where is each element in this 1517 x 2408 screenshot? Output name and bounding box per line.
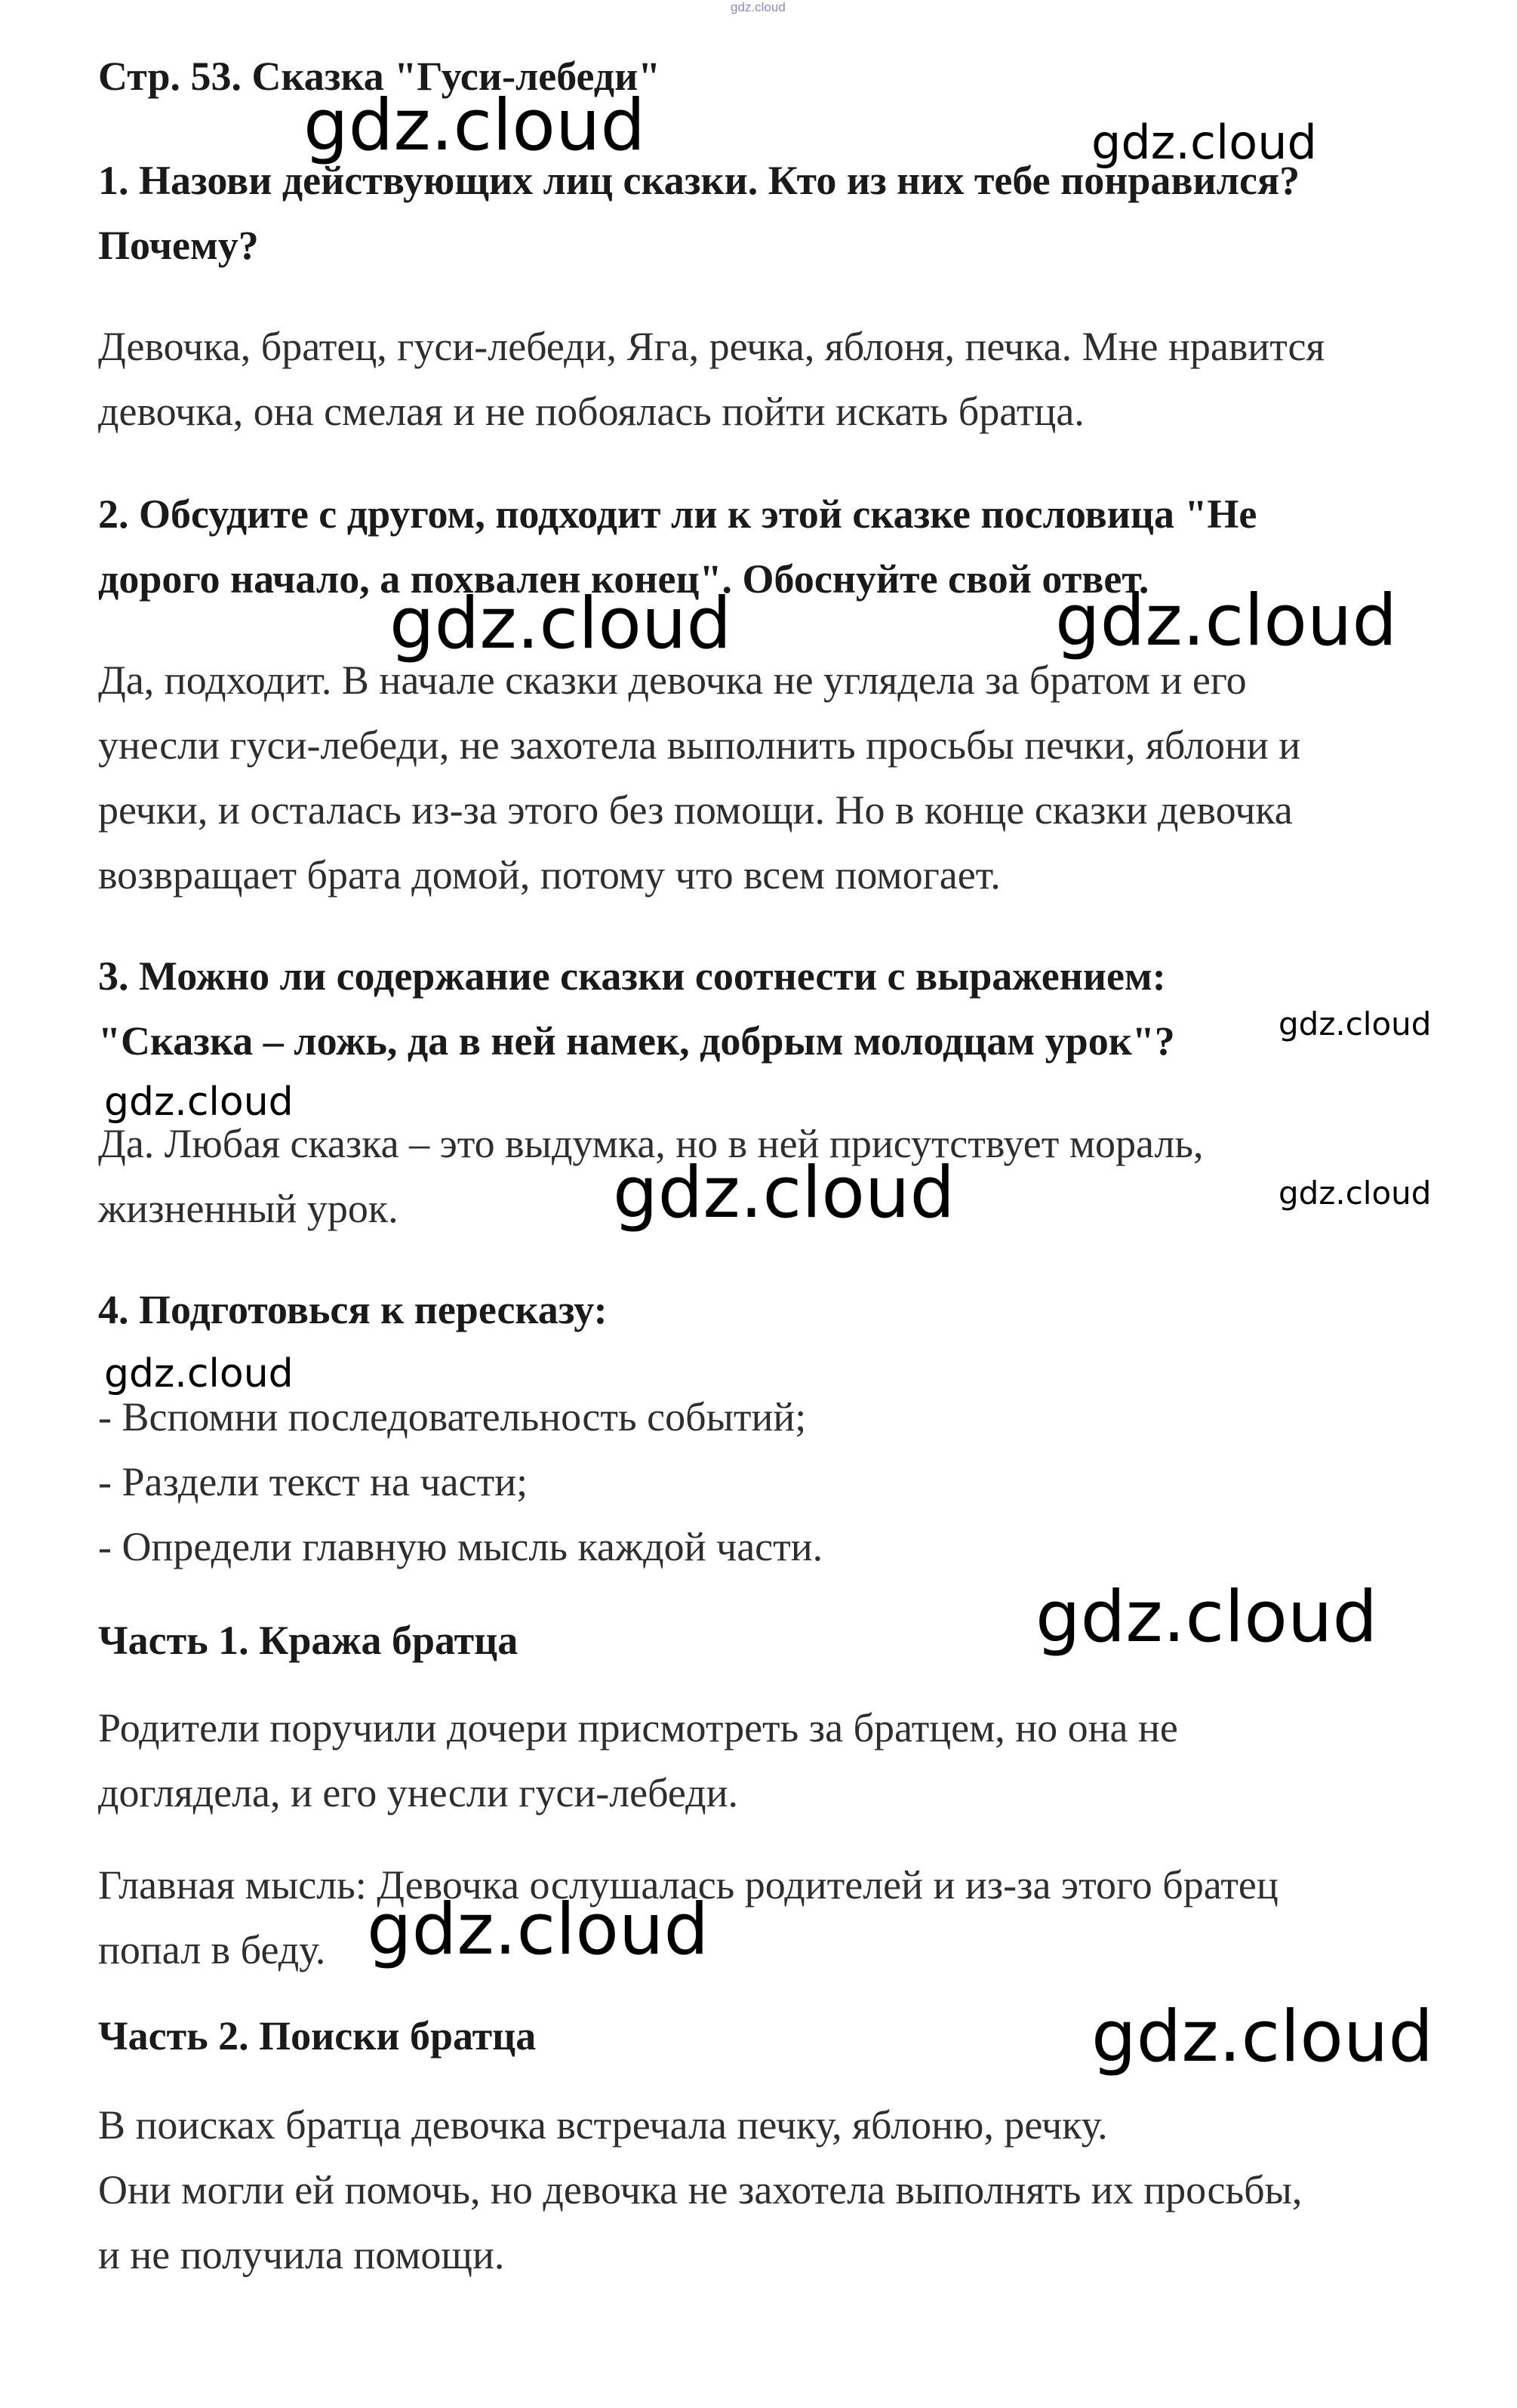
list-item: - Определи главную мысль каждой части. (98, 1524, 823, 1569)
part-2-title: Часть 2. Поиски братца (98, 2013, 537, 2059)
answer-1-line-2: девочка, она смелая и не побоялась пойти искать братца. (98, 389, 1085, 434)
watermark: gdz.cloud (389, 583, 732, 665)
answer-2-line-2: унесли гуси-лебеди, не захотела выполнить просьбы печки, яблони и (98, 722, 1301, 768)
top-watermark: gdz.cloud (731, 0, 786, 14)
part-1-title: Часть 1. Кража братца (98, 1618, 518, 1663)
question-2-line-1: 2. Обсудите с другом, подходит ли к этой сказке пословица "Не (98, 491, 1257, 537)
list-item: - Вспомни последовательность событий; (98, 1394, 807, 1440)
question-3-line-1: 3. Можно ли содержание сказки соотнести с выражением: (98, 953, 1166, 999)
watermark: gdz.cloud (104, 1079, 294, 1125)
watermark: gdz.cloud (104, 1351, 294, 1396)
answer-2-line-4: возвращает брата домой, потому что всем помогает. (98, 852, 1001, 898)
question-3-line-2: "Сказка – ложь, да в ней намек, добрым молодцам урок"? (98, 1018, 1175, 1064)
part-1-main-idea-line-2: попал в беду. (98, 1927, 326, 1972)
page-title: Стр. 53. Сказка "Гуси-лебеди" (98, 54, 661, 99)
part-2-text-line-2: Они могли ей помочь, но девочка не захотела выполнять их просьбы, (98, 2167, 1303, 2212)
watermark: gdz.cloud (1279, 1005, 1432, 1042)
answer-1-line-1: Девочка, братец, гуси-лебеди, Яга, речка, яблоня, печка. Мне нравится (98, 324, 1325, 369)
part-1-text-line-2: доглядела, и его унесли гуси-лебеди. (98, 1770, 739, 1815)
part-1-main-idea-line-1: Главная мысль: Девочка ослушалась родителей и из-за этого братец (98, 1862, 1279, 1908)
question-2-line-2: дорого начало, а похвален конец". Обоснуйте свой ответ. (98, 556, 1149, 602)
watermark: gdz.cloud (1279, 1175, 1432, 1212)
answer-2-line-1: Да, подходит. В начале сказки девочка не углядела за братом и его (98, 657, 1247, 703)
answer-3-line-2: жизненный урок. (98, 1186, 398, 1231)
watermark: gdz.cloud (1055, 580, 1398, 662)
question-1-line-1: 1. Назови действующих лиц сказки. Кто из них тебе понравился? (98, 158, 1300, 203)
answer-2-line-3: речки, и осталась из-за этого без помощи. Но в конце сказки девочка (98, 787, 1293, 833)
watermark: gdz.cloud (1035, 1576, 1378, 1658)
part-2-text-line-3: и не получила помощи. (98, 2232, 505, 2277)
answer-3-line-1: Да. Любая сказка – это выдумка, но в ней присутствует мораль, (98, 1121, 1204, 1166)
watermark: gdz.cloud (1091, 115, 1317, 170)
question-1-line-2: Почему? (98, 223, 259, 268)
watermark: gdz.cloud (613, 1152, 955, 1234)
list-item: - Раздели текст на части; (98, 1459, 528, 1504)
question-4-title: 4. Подготовься к пересказу: (98, 1287, 608, 1332)
part-2-text-line-1: В поисках братца девочка встречала печку, яблоню, речку. (98, 2102, 1108, 2148)
part-1-text-line-1: Родители поручили дочери присмотреть за братцем, но она не (98, 1705, 1178, 1751)
watermark: gdz.cloud (303, 85, 646, 167)
watermark: gdz.cloud (1091, 1996, 1434, 2078)
watermark: gdz.cloud (367, 1889, 709, 1971)
